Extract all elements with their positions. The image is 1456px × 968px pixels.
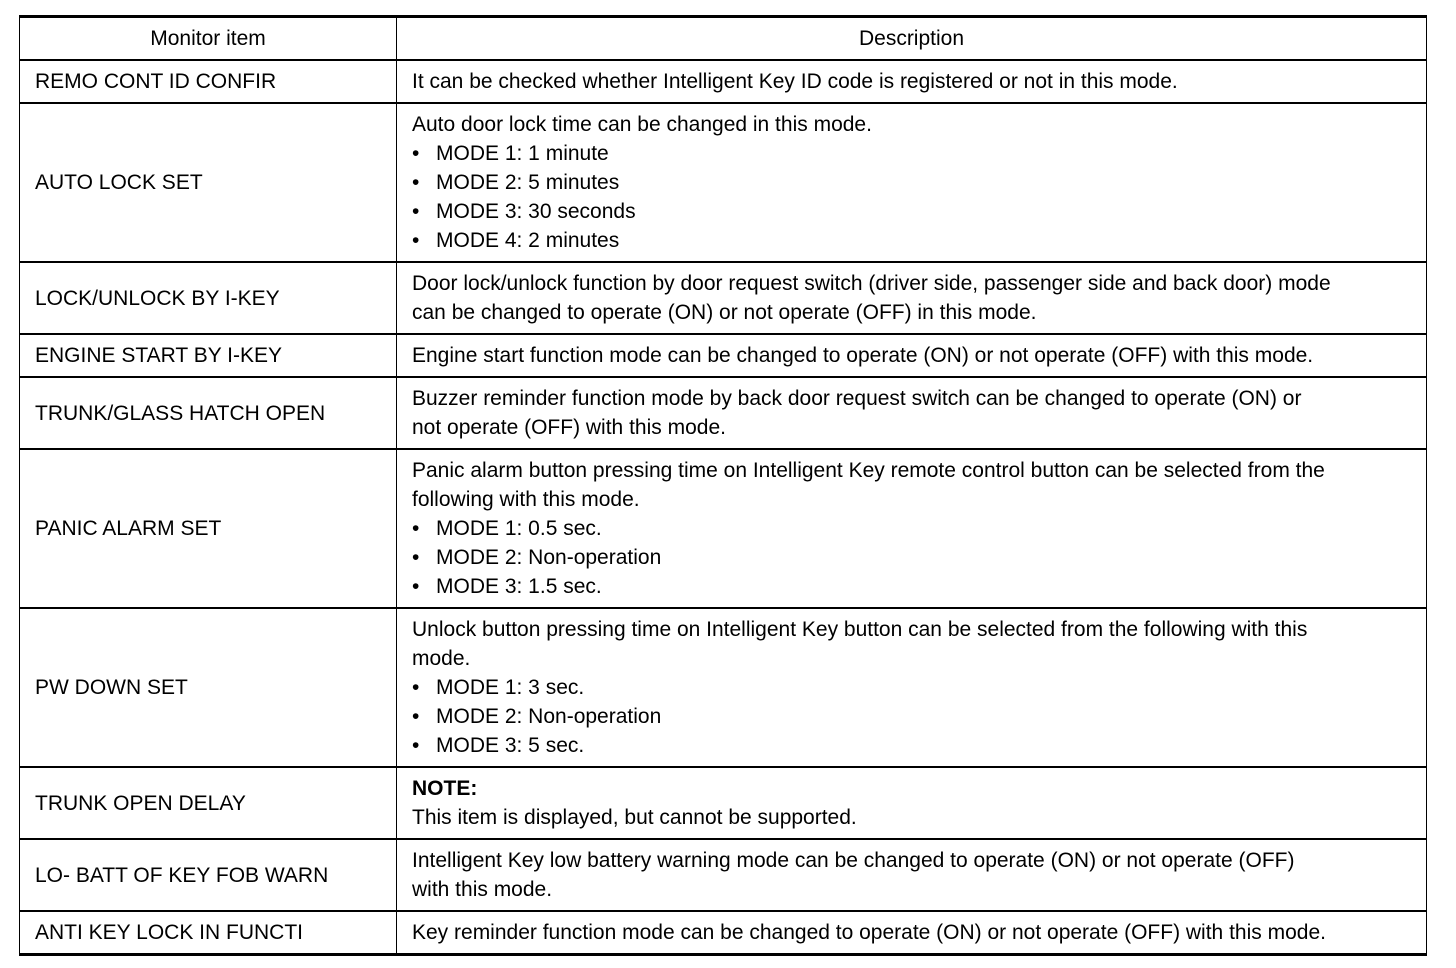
bullet-icon: • [412, 676, 420, 699]
monitor-item-table [19, 15, 1427, 956]
description-cell [397, 608, 1427, 767]
bullet-item [412, 226, 1418, 255]
description-line: Intelligent Key low battery warning mode can be changed to operate (ON) or not operate (OFF) [412, 849, 1295, 872]
bullet-item [412, 731, 1418, 760]
description-cell [397, 449, 1427, 608]
bullet-text: MODE 2: Non-operation [436, 546, 662, 569]
description-cell [397, 377, 1427, 449]
description-cell [397, 911, 1427, 954]
monitor-item-cell: LOCK/UNLOCK BY I-KEY [20, 262, 397, 334]
note-label: NOTE: [412, 777, 478, 800]
table-body [20, 60, 1427, 954]
table-row [20, 911, 1427, 954]
description-line: following with this mode. [412, 488, 640, 511]
bullet-icon: • [412, 200, 420, 223]
description-line: This item is displayed, but cannot be supported. [412, 806, 857, 829]
bullet-icon: • [412, 517, 420, 540]
table-row [20, 377, 1427, 449]
monitor-item-cell: PW DOWN SET [20, 608, 397, 767]
bullet-icon: • [412, 575, 420, 598]
bullet-text: MODE 2: Non-operation [436, 705, 662, 728]
bullet-item [412, 514, 1418, 543]
table-row [20, 839, 1427, 911]
table-row [20, 262, 1427, 334]
bullet-text: MODE 3: 5 sec. [436, 734, 585, 757]
table-row [20, 767, 1427, 839]
bullet-text: MODE 1: 0.5 sec. [436, 517, 602, 540]
bullet-item [412, 543, 1418, 572]
bullet-text: MODE 4: 2 minutes [436, 229, 620, 252]
description-line: Auto door lock time can be changed in this mode. [412, 113, 872, 136]
description-cell [397, 839, 1427, 911]
bullet-icon: • [412, 705, 420, 728]
bullet-item [412, 168, 1418, 197]
monitor-item-cell: REMO CONT ID CONFIR [20, 60, 397, 103]
bullet-icon: • [412, 229, 420, 252]
description-line: Key reminder function mode can be changed to operate (ON) or not operate (OFF) with this mode. [412, 920, 1326, 944]
description-line: Buzzer reminder function mode by back door request switch can be changed to operate (ON) or [412, 387, 1302, 410]
description-line: not operate (OFF) with this mode. [412, 416, 726, 439]
table-row [20, 449, 1427, 608]
table-header-row [20, 17, 1427, 61]
bullet-text: MODE 1: 3 sec. [436, 676, 585, 699]
monitor-item-cell: TRUNK/GLASS HATCH OPEN [20, 377, 397, 449]
description-cell [397, 262, 1427, 334]
bullet-icon: • [412, 734, 420, 757]
bullet-item [412, 139, 1418, 168]
monitor-item-cell: TRUNK OPEN DELAY [20, 767, 397, 839]
bullet-item [412, 572, 1418, 601]
monitor-item-cell: ENGINE START BY I-KEY [20, 334, 397, 377]
table-row [20, 60, 1427, 103]
table-row [20, 103, 1427, 262]
description-line: It can be checked whether Intelligent Key ID code is registered or not in this mode. [412, 70, 1178, 93]
table-row [20, 608, 1427, 767]
header-description: Description [397, 17, 1427, 61]
bullet-icon: • [412, 546, 420, 569]
monitor-item-cell: AUTO LOCK SET [20, 103, 397, 262]
bullet-icon: • [412, 171, 420, 194]
bullet-icon: • [412, 142, 420, 165]
description-line: mode. [412, 647, 471, 670]
description-cell [397, 103, 1427, 262]
bullet-text: MODE 3: 30 seconds [436, 200, 636, 223]
monitor-item-cell: PANIC ALARM SET [20, 449, 397, 608]
bullet-text: MODE 3: 1.5 sec. [436, 575, 602, 598]
bullet-item [412, 673, 1418, 702]
description-cell [397, 60, 1427, 103]
monitor-item-cell: ANTI KEY LOCK IN FUNCTI [20, 911, 397, 954]
bullet-text: MODE 2: 5 minutes [436, 171, 620, 194]
description-line: with this mode. [412, 878, 553, 901]
description-line: Panic alarm button pressing time on Intelligent Key remote control button can be selected from the [412, 459, 1325, 482]
header-monitor-item: Monitor item [20, 17, 397, 61]
description-line: Unlock button pressing time on Intelligent Key button can be selected from the following with this [412, 618, 1308, 641]
description-line: can be changed to operate (ON) or not operate (OFF) in this mode. [412, 301, 1037, 324]
bullet-text: MODE 1: 1 minute [436, 142, 609, 165]
description-cell [397, 334, 1427, 377]
monitor-item-cell: LO- BATT OF KEY FOB WARN [20, 839, 397, 911]
description-line: Engine start function mode can be changed to operate (ON) or not operate (OFF) with this mode. [412, 344, 1314, 367]
description-cell [397, 767, 1427, 839]
bullet-item [412, 702, 1418, 731]
table-row [20, 334, 1427, 377]
bullet-item [412, 197, 1418, 226]
description-line: Door lock/unlock function by door request switch (driver side, passenger side and back door) mode [412, 272, 1331, 295]
